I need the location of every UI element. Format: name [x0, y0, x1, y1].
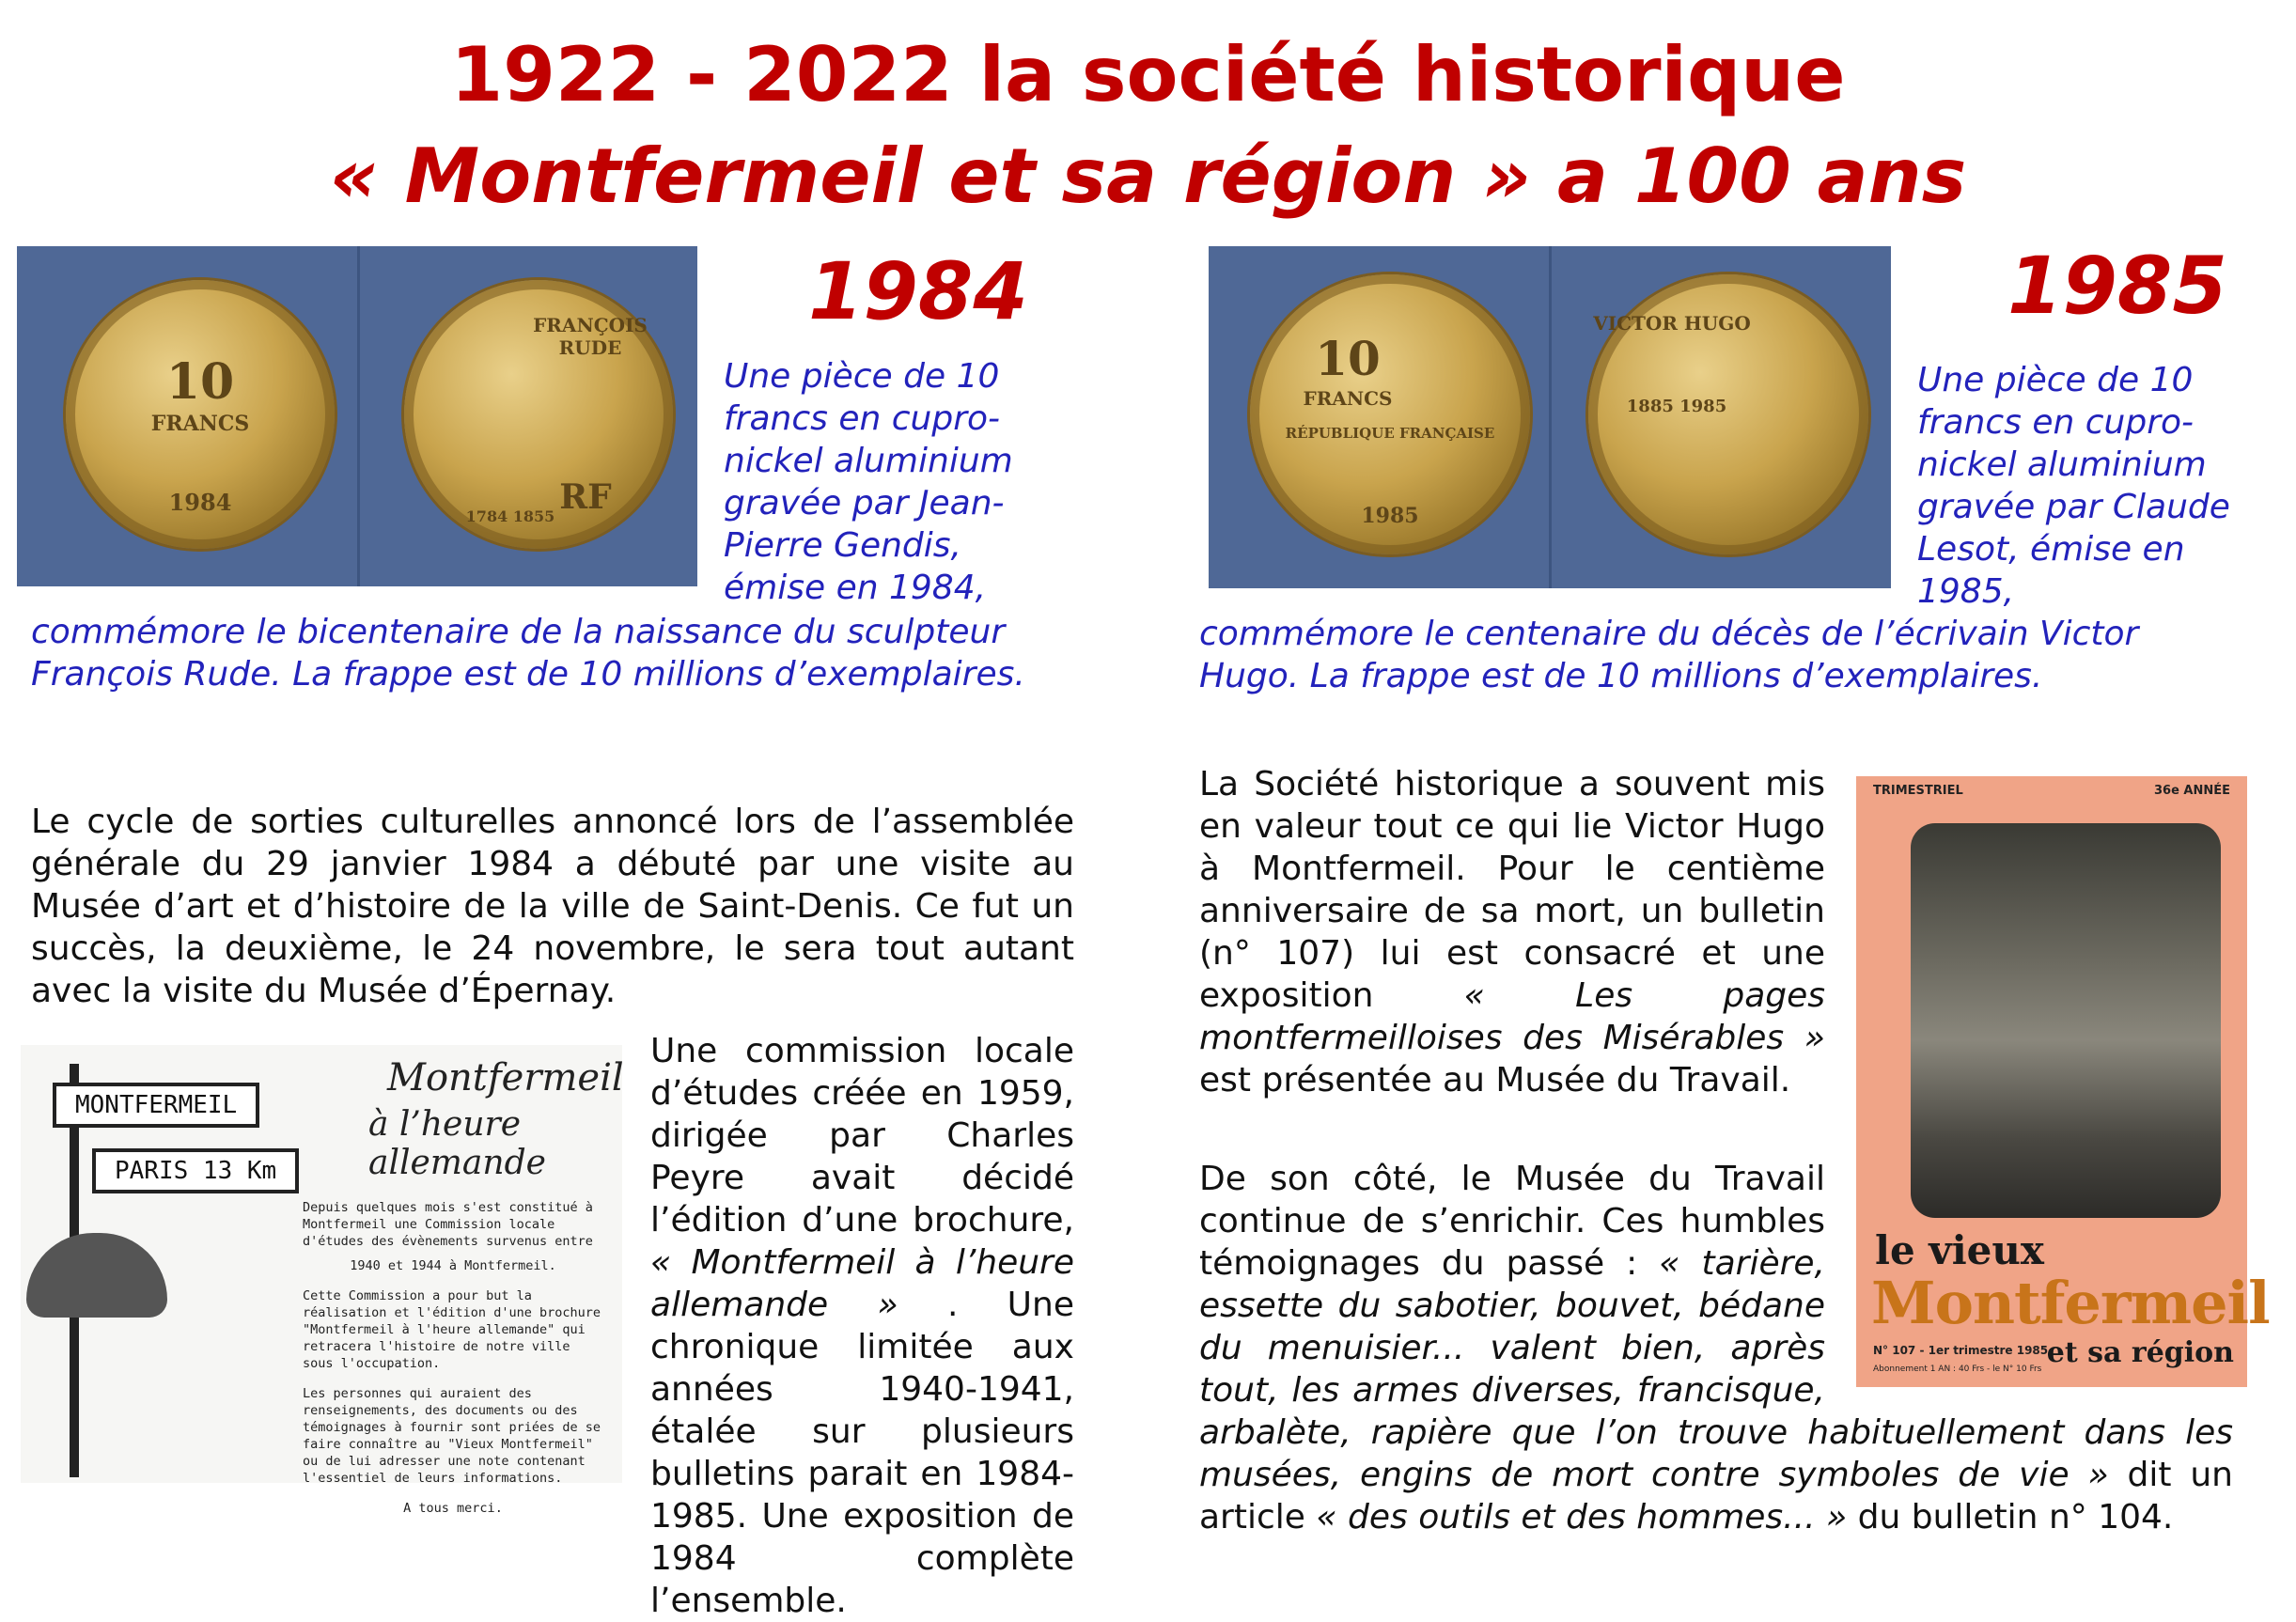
coin-front-year: 1985 — [1361, 504, 1419, 528]
coin-caption-1985-top: Une pièce de 10 francs en cupro-nickel aluminium gravée par Claude Lesot, émise en 1985, — [1917, 361, 2230, 611]
paragraph-musee-travail — [1199, 1158, 2233, 1538]
coin-front-1985 — [1250, 274, 1530, 554]
paragraph-musee-text-c: du bulletin n° 104. — [1847, 1498, 2174, 1536]
coin-front-currency: FRANCS — [150, 412, 250, 436]
brochure-p2: Cette Commission a pour but la réalisation et l'édition d'une brochure "Montfermeil à l'heure allemande" qui retracera l'histoire de notre ville sous l'occupation. — [303, 1288, 601, 1371]
coin-caption-1984-top: Une pièce de 10 francs en cupro-nickel aluminium gravée par Jean-Pierre Gendis, émise en 1984, — [724, 357, 1013, 607]
paragraph-musee-italic-1: « tarière, essette du sabotier, bouvet, bédane du menuisier... valent bien, après tout, les armes diverses, francisque, arbalète, rapière que l’on trouve habituellement dans les musées, engins de mort contre symboles de vie » — [1199, 1244, 2233, 1494]
paragraph-musee-text-b: dit un article — [1199, 1456, 2233, 1536]
coin-photo-1985 — [1209, 246, 1891, 588]
paragraph-victor-hugo — [1199, 763, 1825, 1116]
brochure-scan — [21, 1045, 624, 1516]
coin-back-rude — [404, 280, 673, 549]
brochure-p1: Depuis quelques mois s'est constitué à Montfermeil une Commission locale d'études des évènements survenus entre — [303, 1200, 593, 1249]
bulletin-footer-2: Abonnement 1 AN : 40 Frs - le N° 10 Frs — [1873, 1365, 2042, 1374]
year-heading-1985: 1985 — [2007, 240, 2227, 332]
sign-paris: PARIS 13 Km — [92, 1148, 299, 1193]
brochure-title-handwritten-1: Montfermeil — [387, 1056, 624, 1100]
paragraph-hugo-italic: « Les pages montfermeilloises des Misérables » — [1199, 976, 1826, 1057]
photo-divider — [357, 246, 360, 586]
sign-montfermeil: MONTFERMEIL — [53, 1083, 259, 1128]
paragraph-hugo-text-a: La Société historique a souvent mis en valeur tout ce qui lie Victor Hugo à Montfermeil. Pour le centième anniversaire de sa mort, un bulletin (n° 107) lui est consacré et une exposition — [1199, 765, 1825, 1015]
helmet-icon — [26, 1233, 167, 1318]
coin-back-mark: RF — [559, 477, 612, 517]
paragraph-commission-wrap — [650, 1030, 1074, 1622]
coin-back-dates: 1885 1985 — [1626, 397, 1727, 416]
photo-divider — [1549, 246, 1552, 588]
page-title-line-2: « Montfermeil et sa région » a 100 ans — [329, 133, 1967, 220]
paragraph-text: Le cycle de sorties culturelles annoncé lors de l’assemblée générale du 29 janvier 1984 a débuté par une visite au Musée d’art et d’histoire de la ville de Saint-Denis. Ce fut un succès, la deuxième, le 24 novembre, le sera tout autant avec la visite du Musée d’Épernay. — [31, 803, 1074, 1010]
paragraph-hugo-text-b: est présentée au Musée du Travail. — [1199, 1061, 1791, 1100]
paragraph-commission-text-a: Une commission locale d’études créée en 1959, dirigée par Charles Peyre avait décidé l’édition d’une brochure, — [650, 1032, 1074, 1240]
paragraph-commission-italic: « Montfermeil à l’heure allemande » — [650, 1243, 1074, 1324]
brochure-title-handwritten-2: à l’heure allemande — [368, 1105, 546, 1182]
coin-front-1984 — [66, 280, 335, 549]
coin-back-name: FRANÇOIS RUDE — [533, 314, 648, 359]
year-heading-1984: 1984 — [808, 245, 1028, 337]
bulletin-subtitle: et sa région — [2046, 1336, 2234, 1369]
coin-back-dates: 1784 1855 — [465, 507, 555, 525]
coin-photo-1984 — [17, 246, 697, 586]
brochure-thanks: A tous merci. — [403, 1501, 503, 1516]
bulletin-footer: N° 107 - 1er trimestre 1985 — [1873, 1344, 2049, 1357]
brochure-p3: Les personnes qui auraient des renseignements, des documents ou des témoignages à fournir sont priées de se faire connaître au "Vieux Montfermeil" ou de lui adresser une note contenant l'essentiel de leurs informations. — [303, 1386, 601, 1486]
coin-front-denomination: 10 — [165, 353, 235, 411]
bulletin-title-small: le vieux — [1875, 1227, 2044, 1273]
bulletin-title-big: Montfermeil — [1871, 1269, 2270, 1337]
coin-front-denomination: 10 — [1315, 331, 1381, 386]
float-spacer — [1825, 1158, 2233, 1391]
coin-back-name: VICTOR HUGO — [1593, 312, 1751, 335]
coin-caption-1984-bottom: commémore le bicentenaire de la naissance du sculpteur François Rude. La frappe est de 10 millions d’exemplaires. — [31, 613, 1025, 694]
coin-caption-1985-bottom: commémore le centenaire du décès de l’écrivain Victor Hugo. La frappe est de 10 millions d’exemplaires. — [1199, 615, 2139, 695]
paragraph-hugo — [1199, 763, 1825, 1101]
paragraph-musee-text-a: De son côté, le Musée du Travail continue de s’enrichir. Ces humbles témoignages du passé : — [1199, 1160, 1825, 1283]
page-title-line-1: 1922 - 2022 la société historique — [450, 31, 1846, 118]
bulletin-top-right: 36e ANNÉE — [2153, 784, 2230, 798]
paragraph-sorties-culturelles — [31, 801, 1074, 1027]
coin-front-year: 1984 — [168, 489, 232, 516]
coin-front-legend: RÉPUBLIQUE FRANÇAISE — [1285, 425, 1495, 442]
coin-front-currency: FRANCS — [1303, 387, 1393, 410]
brochure-p1-dates: 1940 et 1944 à Montfermeil. — [350, 1258, 556, 1273]
brochure-text — [303, 1199, 603, 1517]
coin-back-hugo — [1588, 274, 1868, 554]
paragraph-musee-italic-2: « des outils et des hommes... » — [1316, 1498, 1848, 1536]
paragraph-commission-text-b: . Une chronique limitée aux années 1940-1941, étalée sur plusieurs bulletins parait en 1984-1985. Une exposition de 1984 complète l’ensemble. — [650, 1286, 1074, 1620]
bulletin-top-left: TRIMESTRIEL — [1873, 784, 1963, 798]
